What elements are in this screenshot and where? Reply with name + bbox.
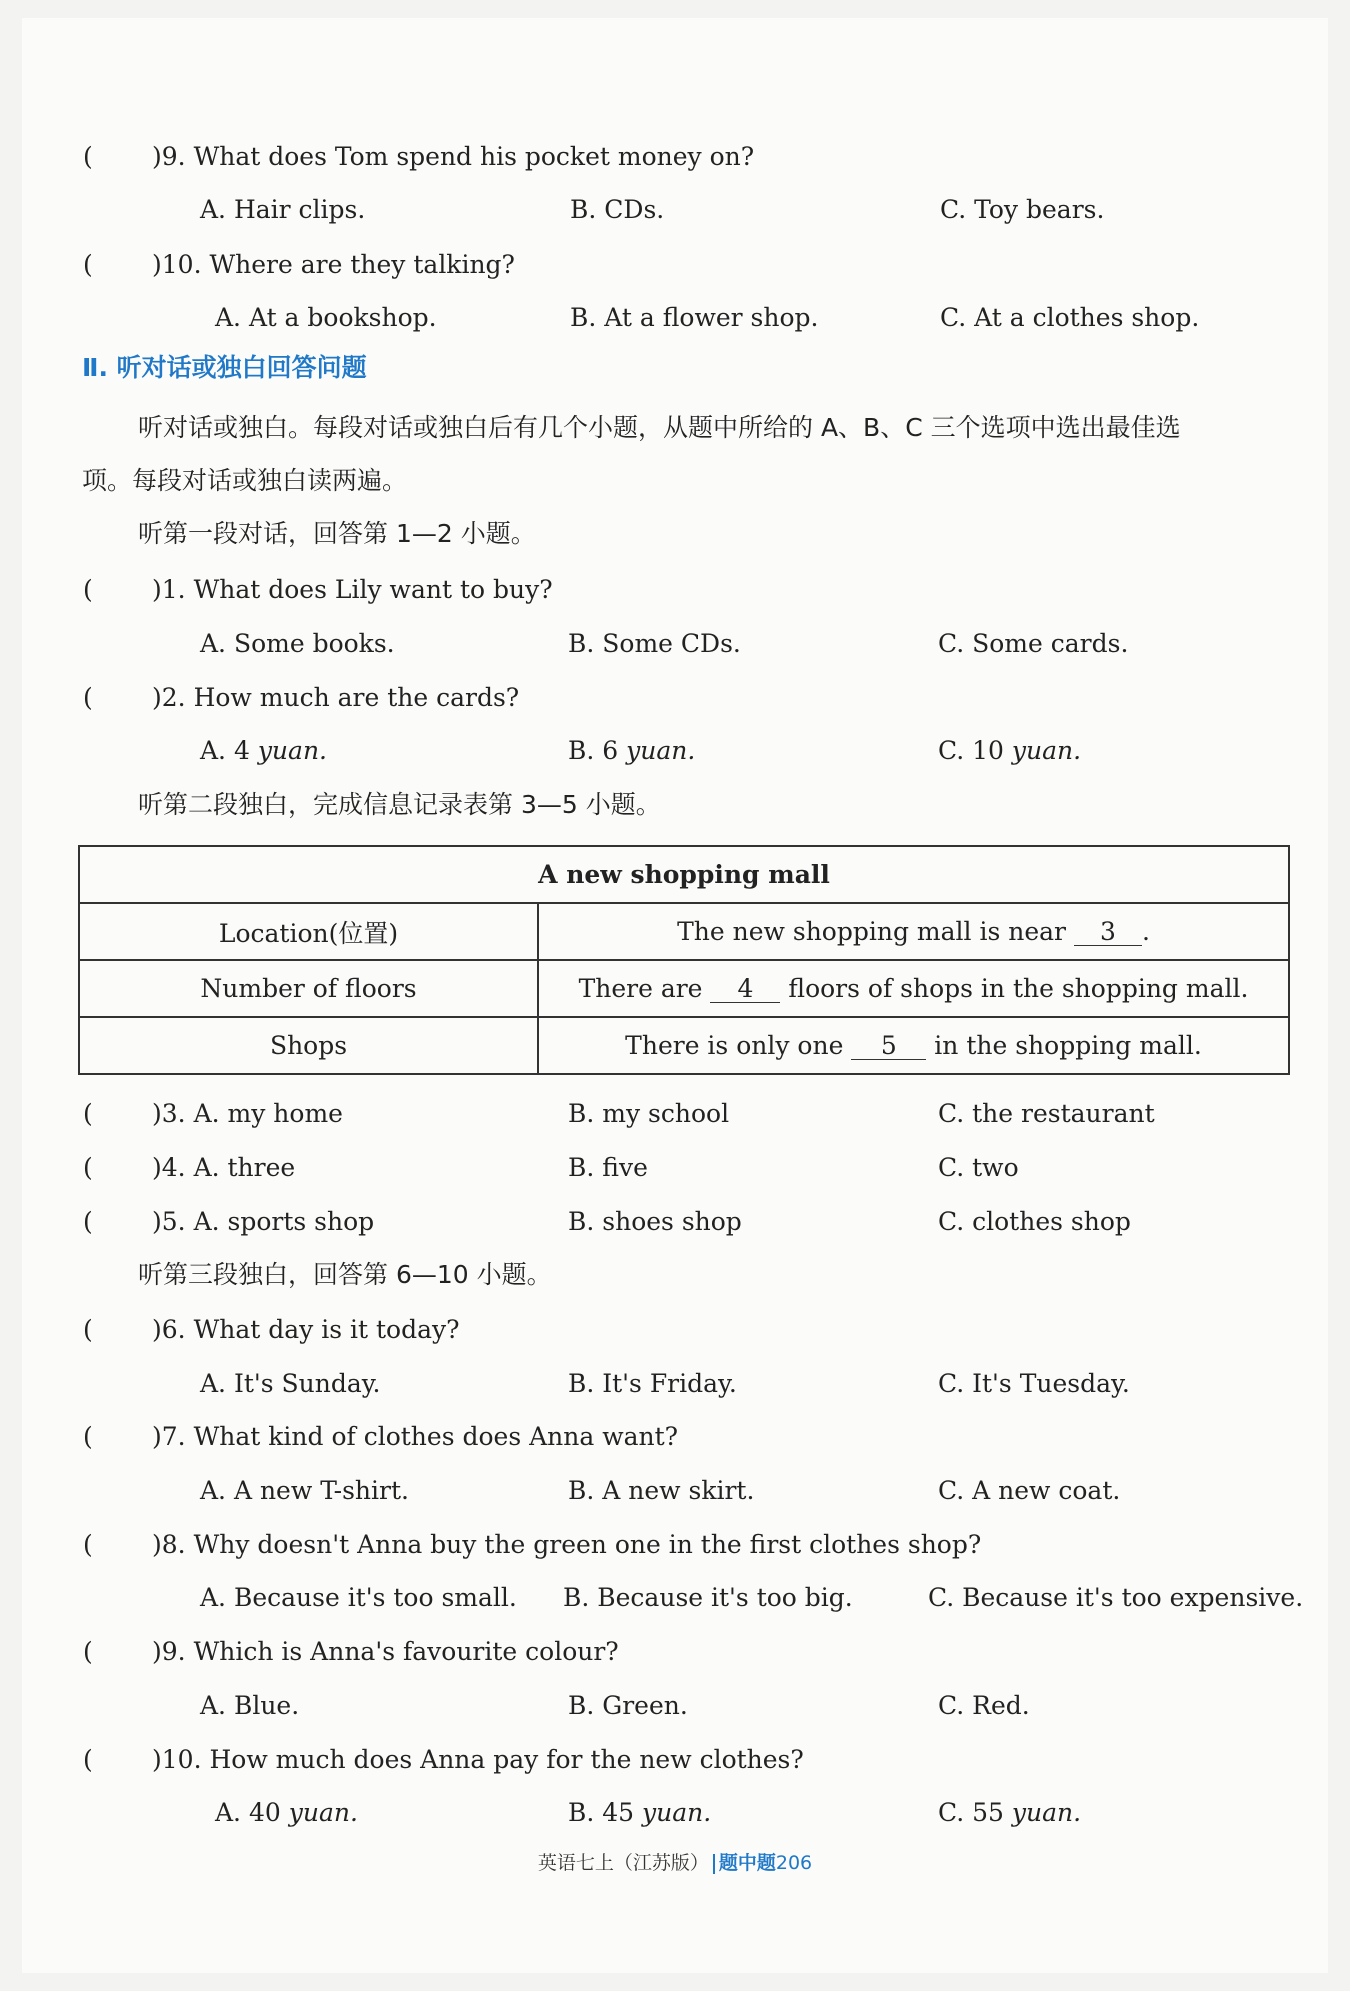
option-b: B. my school [568, 1099, 730, 1128]
answer-blank[interactable]: 3 [1074, 919, 1142, 946]
option-b: B. shoes shop [568, 1207, 742, 1236]
option-b: B. A new skirt. [568, 1476, 755, 1505]
answer-paren: ( [83, 1207, 93, 1236]
option-a: A. Blue. [200, 1691, 300, 1720]
question-9: )9. Which is Anna's favourite colour? [152, 1637, 619, 1666]
section-title: Ⅱ. 听对话或独白回答问题 [82, 353, 367, 382]
page-number: 206 [775, 1852, 813, 1874]
answer-paren: ( [83, 1099, 93, 1128]
option-a: A. A new T-shirt. [200, 1476, 409, 1505]
question-6: )6. What day is it today? [152, 1315, 460, 1344]
option-b: B. five [568, 1153, 648, 1182]
answer-paren: ( [83, 1315, 93, 1344]
table-title: A new shopping mall [79, 846, 1289, 903]
info-record-table [78, 845, 1290, 1075]
row-content: There is only one 5 in the shopping mall. [538, 1017, 1289, 1074]
option-a: A. At a bookshop. [215, 303, 437, 332]
question-10: )10. How much does Anna pay for the new clothes? [152, 1745, 804, 1774]
row-content: There are 4 floors of shops in the shopping mall. [538, 960, 1289, 1017]
option-a: A. Hair clips. [200, 195, 366, 224]
option-b: B. CDs. [570, 195, 665, 224]
answer-paren: ( [83, 142, 93, 171]
option-b: B. Green. [568, 1691, 688, 1720]
option-a: A. 40 yuan. [215, 1798, 358, 1827]
option-a: A. Because it's too small. [200, 1583, 517, 1612]
option-c: C. Red. [938, 1691, 1030, 1720]
brand-name: 题中题 [718, 1852, 776, 1874]
question-7: )7. What kind of clothes does Anna want? [152, 1422, 679, 1451]
page-footer [0, 1848, 1350, 1875]
option-b: B. Some CDs. [568, 629, 741, 658]
question-1: )1. What does Lily want to buy? [152, 575, 553, 604]
question-10-intro: )10. Where are they talking? [152, 250, 515, 279]
answer-paren: ( [83, 1637, 93, 1666]
answer-blank[interactable]: 4 [710, 976, 780, 1003]
option-c: C. Toy bears. [940, 195, 1105, 224]
question-8: )8. Why doesn't Anna buy the green one in the first clothes shop? [152, 1530, 982, 1559]
option-c: C. A new coat. [938, 1476, 1121, 1505]
table-row [79, 1017, 1289, 1074]
option-a: A. 4 yuan. [200, 736, 327, 765]
option-c: C. two [938, 1153, 1019, 1182]
answer-paren: ( [83, 1530, 93, 1559]
option-b: B. 6 yuan. [568, 736, 696, 765]
option-c: C. 55 yuan. [938, 1798, 1082, 1827]
option-b: B. It's Friday. [568, 1369, 737, 1398]
instruction-line-2: 项。每段对话或独白读两遍。 [82, 466, 408, 495]
option-c: C. 10 yuan. [938, 736, 1082, 765]
question-5: )5. A. sports shop [152, 1207, 375, 1236]
option-c: C. It's Tuesday. [938, 1369, 1130, 1398]
question-2: )2. How much are the cards? [152, 683, 520, 712]
answer-paren: ( [83, 683, 93, 712]
question-3: )3. A. my home [152, 1099, 343, 1128]
answer-paren: ( [83, 1422, 93, 1451]
divider [713, 1854, 715, 1874]
option-a: A. Some books. [200, 629, 395, 658]
option-a: A. It's Sunday. [200, 1369, 381, 1398]
row-label: Number of floors [79, 960, 538, 1017]
part-3-instruction: 听第三段独白，回答第 6—10 小题。 [138, 1260, 552, 1289]
part-1-instruction: 听第一段对话，回答第 1—2 小题。 [138, 519, 536, 548]
part-2-instruction: 听第二段独白，完成信息记录表第 3—5 小题。 [138, 790, 661, 819]
answer-paren: ( [83, 575, 93, 604]
option-c: C. Because it's too expensive. [928, 1583, 1304, 1612]
row-label: Location(位置) [79, 903, 538, 960]
option-b: B. At a flower shop. [570, 303, 819, 332]
option-c: C. the restaurant [938, 1099, 1155, 1128]
answer-paren: ( [83, 1153, 93, 1182]
option-c: C. clothes shop [938, 1207, 1131, 1236]
book-title: 英语七上（江苏版） [537, 1852, 709, 1874]
option-b: B. 45 yuan. [568, 1798, 712, 1827]
table-row [79, 960, 1289, 1017]
row-label: Shops [79, 1017, 538, 1074]
table-row [79, 903, 1289, 960]
answer-blank[interactable]: 5 [851, 1033, 926, 1060]
option-b: B. Because it's too big. [563, 1583, 853, 1612]
instruction-line-1: 听对话或独白。每段对话或独白后有几个小题，从题中所给的 A、B、C 三个选项中选出最佳选 [138, 413, 1181, 442]
answer-paren: ( [83, 1745, 93, 1774]
row-content: The new shopping mall is near 3 . [538, 903, 1289, 960]
question-9-intro: )9. What does Tom spend his pocket money on? [152, 142, 755, 171]
answer-paren: ( [83, 250, 93, 279]
option-c: C. At a clothes shop. [940, 303, 1200, 332]
option-c: C. Some cards. [938, 629, 1129, 658]
question-4: )4. A. three [152, 1153, 296, 1182]
